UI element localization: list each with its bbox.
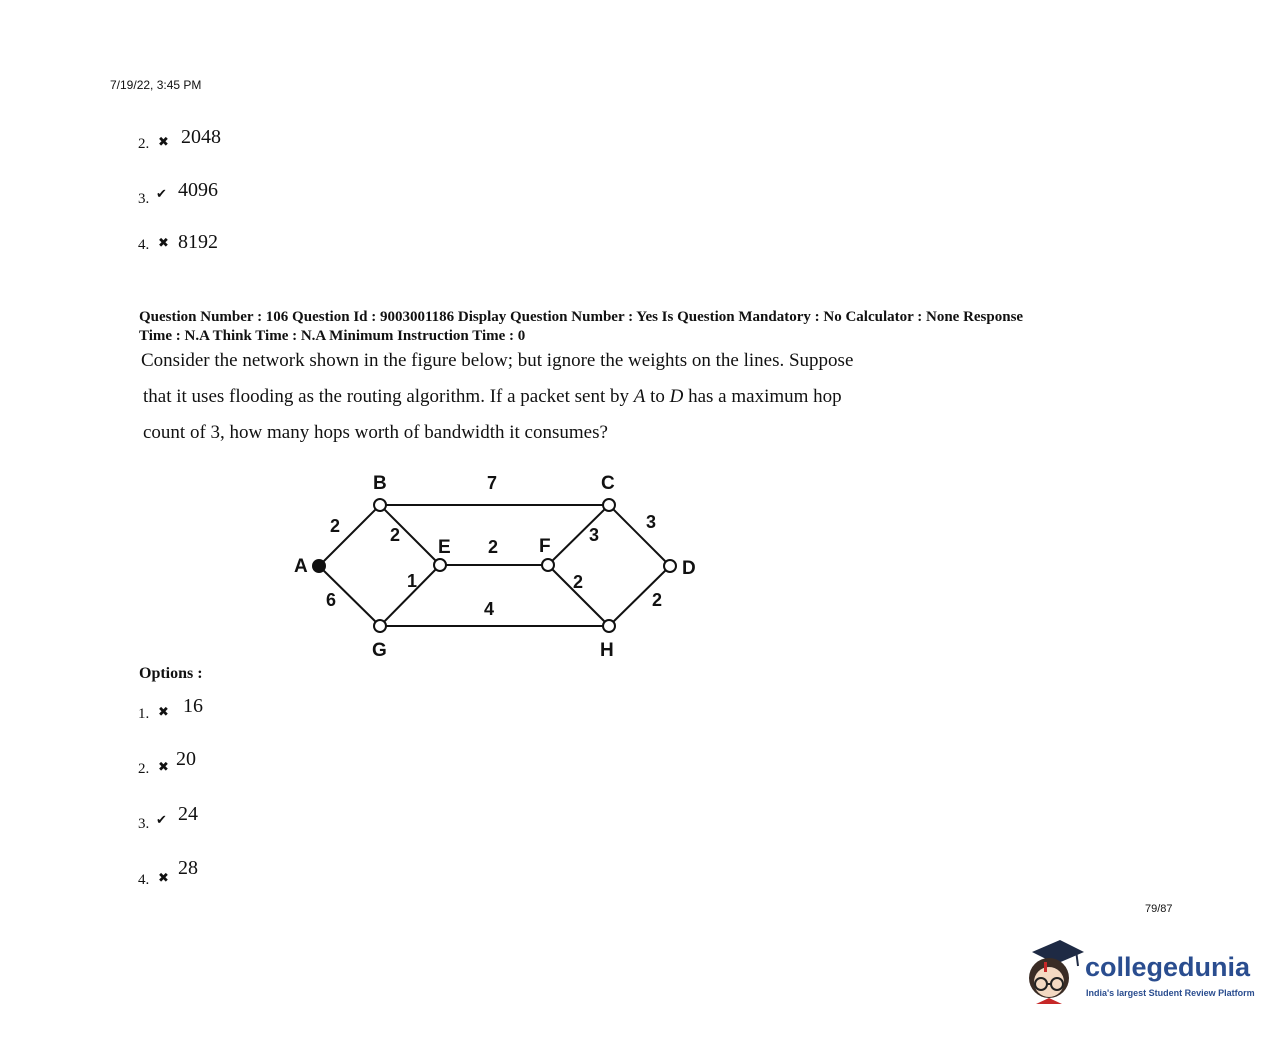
options-label: Options : (139, 665, 203, 682)
question-text-part: to (645, 386, 670, 407)
question-meta (139, 308, 1139, 346)
weight-g-h: 4 (484, 599, 495, 619)
print-timestamp: 7/19/22, 3:45 PM (110, 78, 202, 92)
cross-icon: ✖ (158, 134, 169, 149)
option-number: 1. (138, 706, 150, 722)
weight-a-g: 6 (326, 590, 337, 610)
node-f (542, 559, 554, 571)
option-value: 20 (176, 748, 196, 770)
question-text-line3: count of 3, how many hops worth of bandwidth it consumes? (143, 422, 608, 443)
check-icon: ✔ (156, 186, 167, 201)
question-text-line2 (143, 386, 842, 408)
node-c (603, 499, 615, 511)
brand-tagline: India's largest Student Review Platform (1086, 988, 1255, 998)
option-value: 16 (183, 695, 203, 717)
option-number: 3. (138, 816, 150, 832)
check-icon: ✔ (156, 812, 167, 827)
option-value: 4096 (178, 179, 218, 201)
weight-f-c: 3 (589, 525, 600, 545)
weight-e-g: 1 (407, 571, 418, 591)
weight-h-d: 2 (652, 590, 663, 610)
node-g (374, 620, 386, 632)
node-variable-d: D (669, 386, 684, 407)
node-b (374, 499, 386, 511)
cross-icon: ✖ (158, 870, 169, 885)
weight-f-h: 2 (573, 572, 584, 592)
option-number: 4. (138, 237, 150, 253)
mascot-logo-icon (1022, 938, 1084, 1008)
node-label-c: C (601, 473, 615, 494)
question-meta-line1: Question Number : 106 Question Id : 9003001186 Display Question Number : Yes Is Question Mandatory : No Calculator : None Response (139, 309, 1024, 325)
weight-e-f: 2 (488, 537, 499, 557)
node-label-a: A (294, 556, 308, 577)
node-label-d: D (682, 558, 696, 579)
network-diagram (280, 465, 720, 665)
node-d (664, 560, 676, 572)
node-h (603, 620, 615, 632)
node-label-e: E (438, 537, 451, 558)
option-value: 2048 (181, 126, 221, 148)
node-label-g: G (372, 640, 387, 661)
option-number: 4. (138, 872, 150, 888)
question-meta-line2: Time : N.A Think Time : N.A Minimum Instruction Time : 0 (139, 328, 526, 344)
edge-f-c (548, 505, 609, 565)
weight-a-b: 2 (330, 516, 341, 536)
node-e (434, 559, 446, 571)
option-number: 3. (138, 191, 150, 207)
node-label-f: F (539, 536, 551, 557)
brand-name: collegedunia (1085, 952, 1251, 982)
weight-c-d: 3 (646, 512, 657, 532)
option-number: 2. (138, 761, 150, 777)
cross-icon: ✖ (158, 759, 169, 774)
edge-c-d (609, 505, 670, 566)
node-a (313, 560, 325, 572)
weight-b-e: 2 (390, 525, 401, 545)
question-text-line1: Consider the network shown in the figure below; but ignore the weights on the lines. Suppose (141, 350, 854, 371)
question-text-part: that it uses flooding as the routing algorithm. If a packet sent by (143, 386, 634, 407)
weight-b-c: 7 (487, 473, 498, 493)
option-value: 28 (178, 857, 198, 879)
node-label-h: H (600, 640, 614, 661)
cross-icon: ✖ (158, 704, 169, 719)
node-label-b: B (373, 473, 387, 494)
option-value: 24 (178, 803, 198, 825)
option-value: 8192 (178, 231, 218, 253)
cross-icon: ✖ (158, 235, 169, 250)
option-number: 2. (138, 136, 150, 152)
node-variable-a: A (633, 386, 646, 407)
edge-b-e (380, 505, 440, 565)
page-number: 79/87 (1145, 903, 1173, 915)
edge-a-b (319, 505, 380, 566)
question-text-part: has a maximum hop (683, 386, 842, 407)
